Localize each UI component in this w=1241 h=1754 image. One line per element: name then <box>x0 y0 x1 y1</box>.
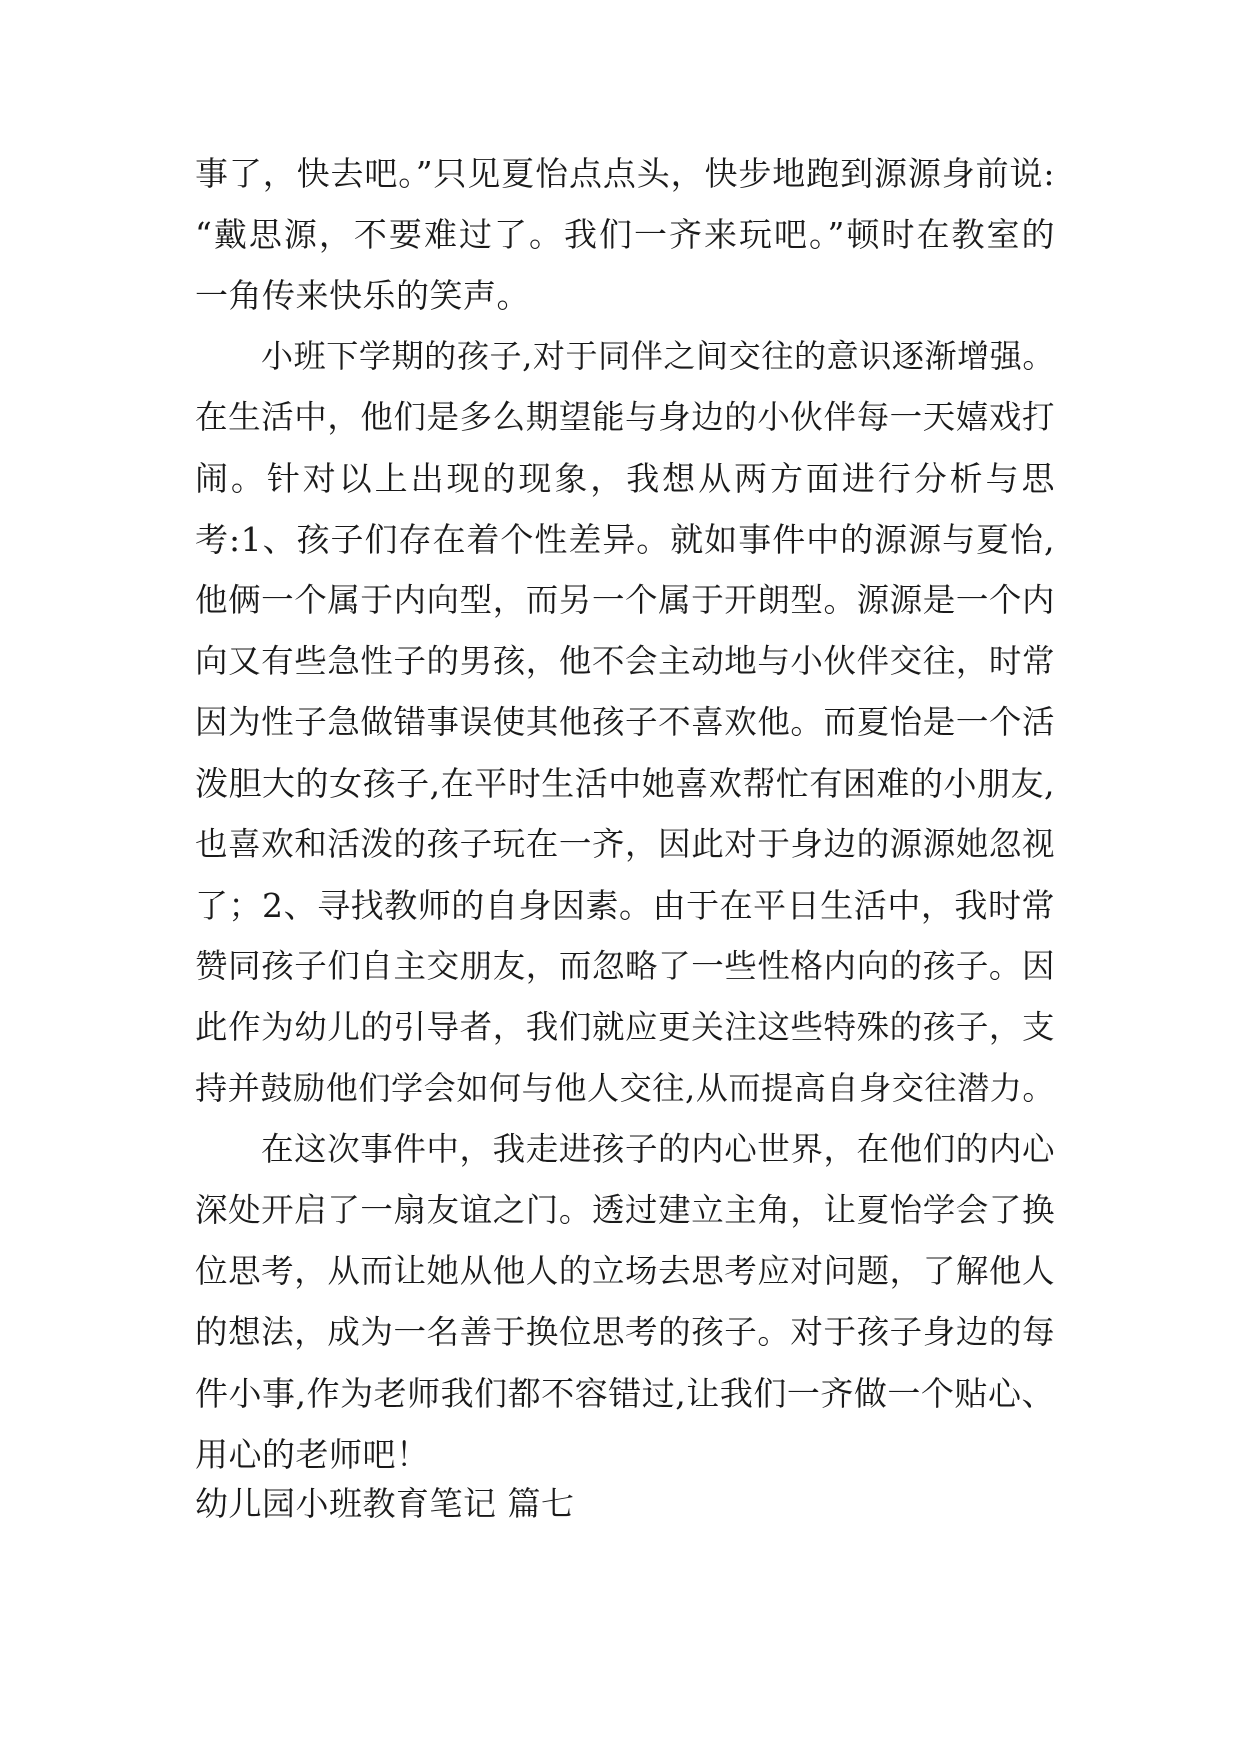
text-line: 他俩一个属于内向型，而另一个属于开朗型。源源是一个内 <box>195 581 1055 619</box>
text-line: 在这次事件中，我走进孩子的内心世界，在他们的内心 <box>261 1130 1055 1168</box>
paragraph-2 <box>195 326 1055 1119</box>
text-line: 考:1、孩子们存在着个性差异。就如事件中的源源与夏怡, <box>195 520 1055 559</box>
text-line: 闹。针对以上出现的现象，我想从两方面进行分析与思 <box>195 459 1055 498</box>
text-line: 泼胆大的女孩子,在平时生活中她喜欢帮忙有困难的小朋友, <box>195 764 1055 803</box>
text-line: 的想法，成为一名善于换位思考的孩子。对于孩子身边的每 <box>195 1313 1055 1351</box>
text-line: 持并鼓励他们学会如何与他人交往,从而提高自身交往潜力。 <box>195 1069 1055 1107</box>
text-line: “戴思源，不要难过了。我们一齐来玩吧。”顿时在教室的 <box>195 215 1055 254</box>
text-line: 位思考，从而让她从他人的立场去思考应对问题，了解他人 <box>195 1252 1055 1290</box>
text-line: 也喜欢和活泼的孩子玩在一齐，因此对于身边的源源她忽视 <box>195 825 1055 863</box>
text-line: 赞同孩子们自主交朋友，而忽略了一些性格内向的孩子。因 <box>195 947 1055 985</box>
text-line: 在生活中，他们是多么期望能与身边的小伙伴每一天嬉戏打 <box>195 398 1055 436</box>
text-line: 向又有些急性子的男孩，他不会主动地与小伙伴交往，时常 <box>195 642 1055 680</box>
paragraph-3 <box>195 1119 1055 1485</box>
text-line: 因为性子急做错事误使其他孩子不喜欢他。而夏怡是一个活 <box>195 703 1055 741</box>
text-line: 件小事,作为老师我们都不容错过,让我们一齐做一个贴心、 <box>195 1374 1055 1413</box>
paragraph-1 <box>195 143 1055 326</box>
text-line: 了；2、寻找教师的自身因素。由于在平日生活中，我时常 <box>195 886 1055 925</box>
text-line: 此作为幼儿的引导者，我们就应更关注这些特殊的孩子，支 <box>195 1008 1055 1046</box>
text-line: 深处开启了一扇友谊之门。透过建立主角，让夏怡学会了换 <box>195 1191 1055 1229</box>
text-line: 用心的老师吧！ <box>195 1435 430 1474</box>
text-line: 事了，快去吧。”只见夏怡点点头，快步地跑到源源身前说: <box>195 154 1055 193</box>
text-line: 小班下学期的孩子,对于同伴之间交往的意识逐渐增强。 <box>261 337 1055 375</box>
section-heading: 幼儿园小班教育笔记 篇七 <box>195 1484 575 1523</box>
text-line: 一角传来快乐的笑声。 <box>195 276 530 315</box>
